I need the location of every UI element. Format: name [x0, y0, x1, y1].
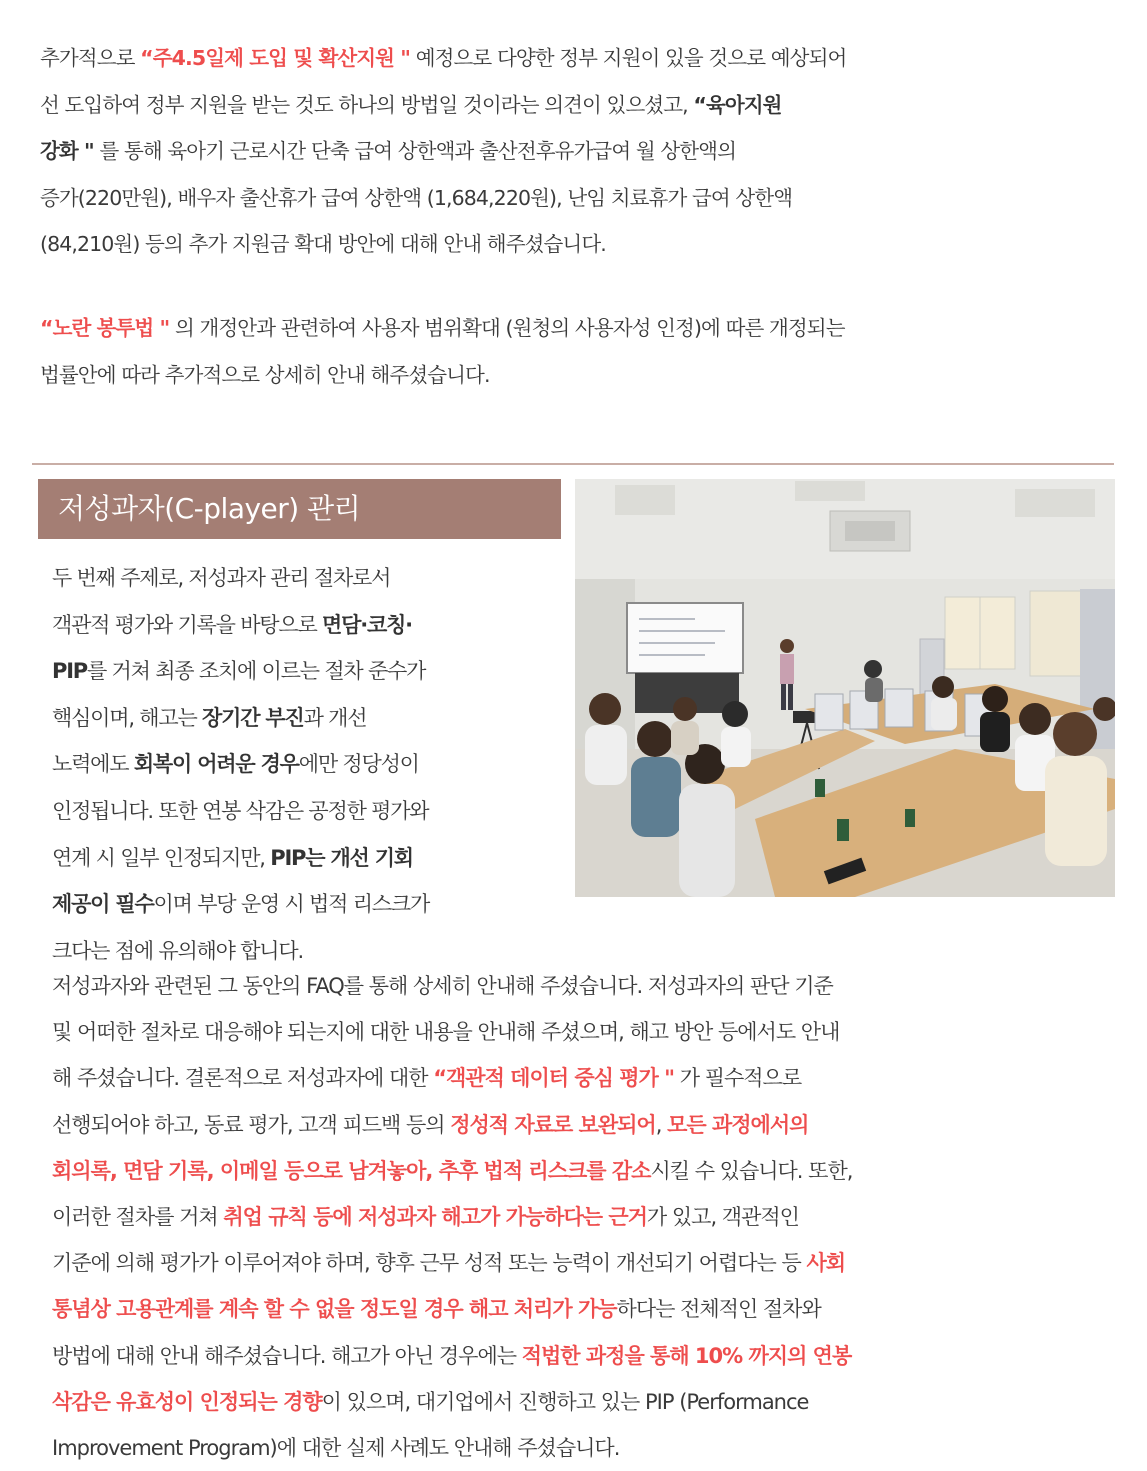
bold-text: 면담·코칭· [322, 612, 412, 637]
bold-text: “육아지원 [693, 92, 782, 117]
highlight-text: 삭감은 유효성이 인정되는 경향 [52, 1389, 322, 1414]
bold-text: PIP [52, 659, 87, 684]
faq-paragraph [52, 963, 852, 1471]
faq-line [52, 1333, 852, 1379]
yellow-line [40, 305, 845, 352]
intro-line: (84,210원) 등의 추가 지원금 확대 방안에 대해 안내 해주셨습니다. [40, 232, 606, 256]
summary-line [52, 881, 429, 928]
bold-text: 강화 " [40, 139, 94, 163]
summary-line [52, 835, 429, 882]
faq-line [52, 1194, 852, 1240]
text: 예정으로 다양한 정부 지원이 있을 것으로 예상되어 [410, 46, 847, 70]
text: 이 있으며, 대기업에서 진행하고 있는 PIP (Performance [321, 1389, 809, 1414]
text: 해 주셨습니다. 결론적으로 저성과자에 대한 [52, 1066, 434, 1091]
bold-text: 회복이 어려운 경우 [133, 752, 299, 777]
text: 객관적 평가와 기록을 바탕으로 [52, 612, 323, 637]
text: 노력에도 [52, 752, 134, 777]
text: 기준에 의해 평가가 이루어져야 하며, 향후 근무 성적 또는 능력이 개선되기 어렵다는 등 [52, 1251, 807, 1276]
seminar-photo [575, 479, 1115, 897]
section-title: 저성과자(C-player) 관리 [38, 479, 561, 539]
text: 방법에 대해 안내 해주셨습니다. 해고가 아닌 경우에는 [52, 1343, 522, 1368]
summary-line [52, 648, 429, 695]
text: 를 거쳐 최종 조치에 이르는 절차 준수가 [87, 659, 426, 684]
text: 연계 시 일부 인정되지만, [52, 845, 271, 870]
faq-line: 저성과자와 관련된 그 동안의 FAQ를 통해 상세히 안내해 주셨습니다. 저성과자의 판단 기준 [52, 974, 833, 998]
highlight-text: “노란 봉투법 " [40, 316, 170, 340]
text: 이러한 절차를 거쳐 [52, 1205, 224, 1230]
bold-text: PIP는 개선 기회 [270, 845, 413, 870]
intro-line [40, 82, 846, 129]
section-divider [32, 463, 1114, 465]
intro-line [40, 128, 846, 175]
text: , [655, 1112, 668, 1137]
summary-line [52, 741, 429, 788]
bold-text: 제공이 필수 [52, 892, 154, 917]
faq-line [52, 1379, 852, 1425]
text: 에만 정당성이 [298, 752, 419, 777]
text: 의 개정안과 관련하여 사용자 범위확대 (원청의 사용자성 인정)에 따른 개정되는 [169, 316, 845, 340]
summary-line: 크다는 점에 유의해야 합니다. [52, 938, 303, 963]
highlight-text: “주4.5일제 도입 및 확산지원 " [140, 46, 411, 70]
text: 이며 부당 운영 시 법적 리스크가 [153, 892, 430, 917]
intro-line: 증가(220만원), 배우자 출산휴가 급여 상한액 (1,684,220원), 난임 치료휴가 급여 상한액 [40, 185, 793, 210]
highlight-text: 회의록, 면담 기록, 이메일 등으로 남겨놓아, 추후 법적 리스크를 감소 [52, 1158, 651, 1183]
seminar-room-illustration [575, 479, 1115, 897]
intro-line [40, 35, 846, 82]
faq-line [52, 1286, 852, 1332]
faq-line: 및 어떠한 절차로 대응해야 되는지에 대한 내용을 안내해 주셨으며, 해고 방안 등에서도 안내 [52, 1020, 840, 1045]
highlight-text: 모든 과정에서의 [667, 1112, 809, 1137]
text: 가 있고, 객관적인 [646, 1205, 799, 1230]
summary-line: 인정됩니다. 또한 연봉 삭감은 공정한 평가와 [52, 798, 429, 823]
summary-line [52, 602, 429, 649]
text: 하다는 전체적인 절차와 [616, 1297, 821, 1322]
highlight-text: “객관적 데이터 중심 평가 " [433, 1066, 675, 1091]
text: 시킬 수 있습니다. 또한, [650, 1158, 853, 1183]
text: 과 개선 [303, 705, 367, 730]
highlight-text: 사회 [806, 1251, 846, 1276]
highlight-text: 적법한 과정을 통해 10% 까지의 연봉 [521, 1343, 852, 1368]
faq-line [52, 1102, 852, 1148]
text: 가 필수적으로 [674, 1066, 802, 1091]
text: 를 통해 육아기 근로시간 단축 급여 상한액과 출산전후유가급여 월 상한액의 [93, 139, 736, 163]
summary-line [52, 695, 429, 742]
bold-text: 장기간 부진 [202, 705, 304, 730]
c-player-summary [52, 555, 429, 974]
text: 핵심이며, 해고는 [52, 705, 203, 730]
faq-line [52, 1148, 852, 1194]
text: 선행되어야 하고, 동료 평가, 고객 피드백 등의 [52, 1112, 451, 1137]
intro-paragraph [40, 35, 846, 268]
faq-line: Improvement Program)에 대한 실제 사례도 안내해 주셨습니다. [52, 1436, 620, 1461]
highlight-text: 취업 규칙 등에 저성과자 해고가 가능하다는 근거 [223, 1205, 647, 1230]
yellow-line: 법률안에 따라 추가적으로 상세히 안내 해주셨습니다. [40, 362, 490, 387]
highlight-text: 통념상 고용관계를 계속 할 수 없을 정도일 경우 해고 처리가 가능 [52, 1297, 617, 1322]
text: 선 도입하여 정부 지원을 받는 것도 하나의 방법일 것이라는 의견이 있으셨고, [40, 92, 694, 117]
faq-line [52, 1240, 852, 1286]
faq-line [52, 1055, 852, 1101]
highlight-text: 정성적 자료로 보완되어 [450, 1112, 656, 1137]
text: 추가적으로 [40, 46, 141, 70]
yellow-envelope-paragraph [40, 305, 845, 398]
summary-line: 두 번째 주제로, 저성과자 관리 절차로서 [52, 566, 391, 590]
